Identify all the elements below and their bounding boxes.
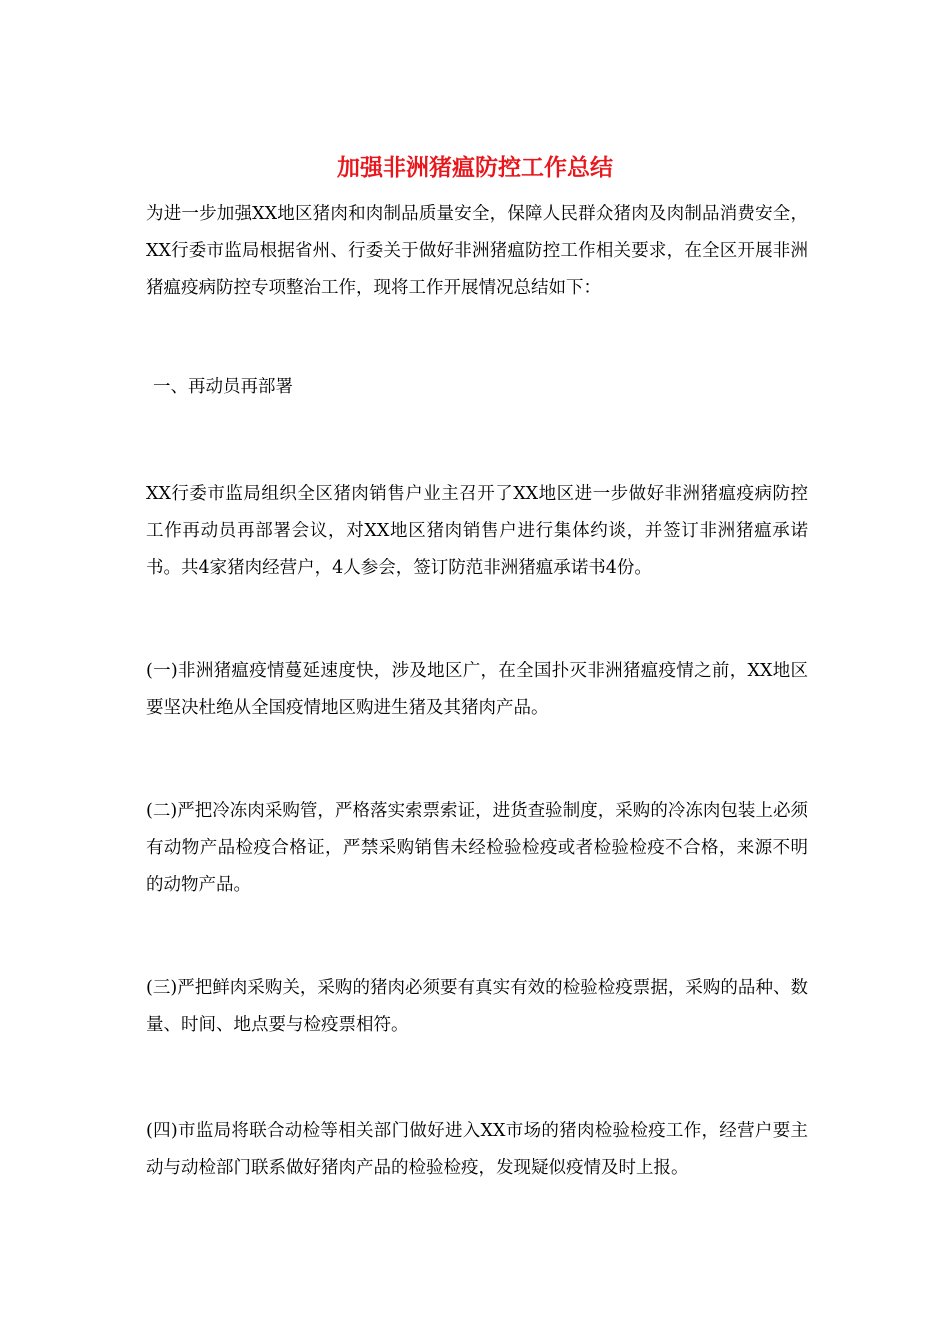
- list-item-3: (三)严把鲜肉采购关，采购的猪肉必须要有真实有效的检验检疫票据，采购的品种、数量、时间、地点要与检疫票相符。: [146, 978, 808, 1035]
- list-item-2: (二)严把冷冻肉采购管，严格落实索票索证，进货查验制度，采购的冷冻肉包装上必须有动物产品检疫合格证，严禁采购销售未经检验检疫或者检验检疫不合格，来源不明的动物产品。: [146, 801, 808, 895]
- intro-paragraph: 为进一步加强XX地区猪肉和肉制品质量安全，保障人民群众猪肉及肉制品消费安全，XX行委市监局根据省州、行委关于做好非洲猪瘟防控工作相关要求，在全区开展非洲猪瘟疫病防控专项整治工作，现将工作开展情况总结如下：: [146, 204, 808, 298]
- list-item-1: (一)非洲猪瘟疫情蔓延速度快，涉及地区广，在全国扑灭非洲猪瘟疫情之前，XX地区要坚决杜绝从全国疫情地区购进生猪及其猪肉产品。: [146, 661, 808, 718]
- section-body-paragraph: XX行委市监局组织全区猪肉销售户业主召开了XX地区进一步做好非洲猪瘟疫病防控工作再动员再部署会议，对XX地区猪肉销售户进行集体约谈，并签订非洲猪瘟承诺书。共4家猪肉经营户，4人参会，签订防范非洲猪瘟承诺书4份。: [146, 484, 808, 578]
- section-heading: 一、再动员再部署: [153, 377, 293, 397]
- list-item-4: (四)市监局将联合动检等相关部门做好进入XX市场的猪肉检验检疫工作，经营户要主动与动检部门联系做好猪肉产品的检验检疫，发现疑似疫情及时上报。: [146, 1121, 808, 1178]
- document-title: 加强非洲猪瘟防控工作总结: [337, 154, 613, 181]
